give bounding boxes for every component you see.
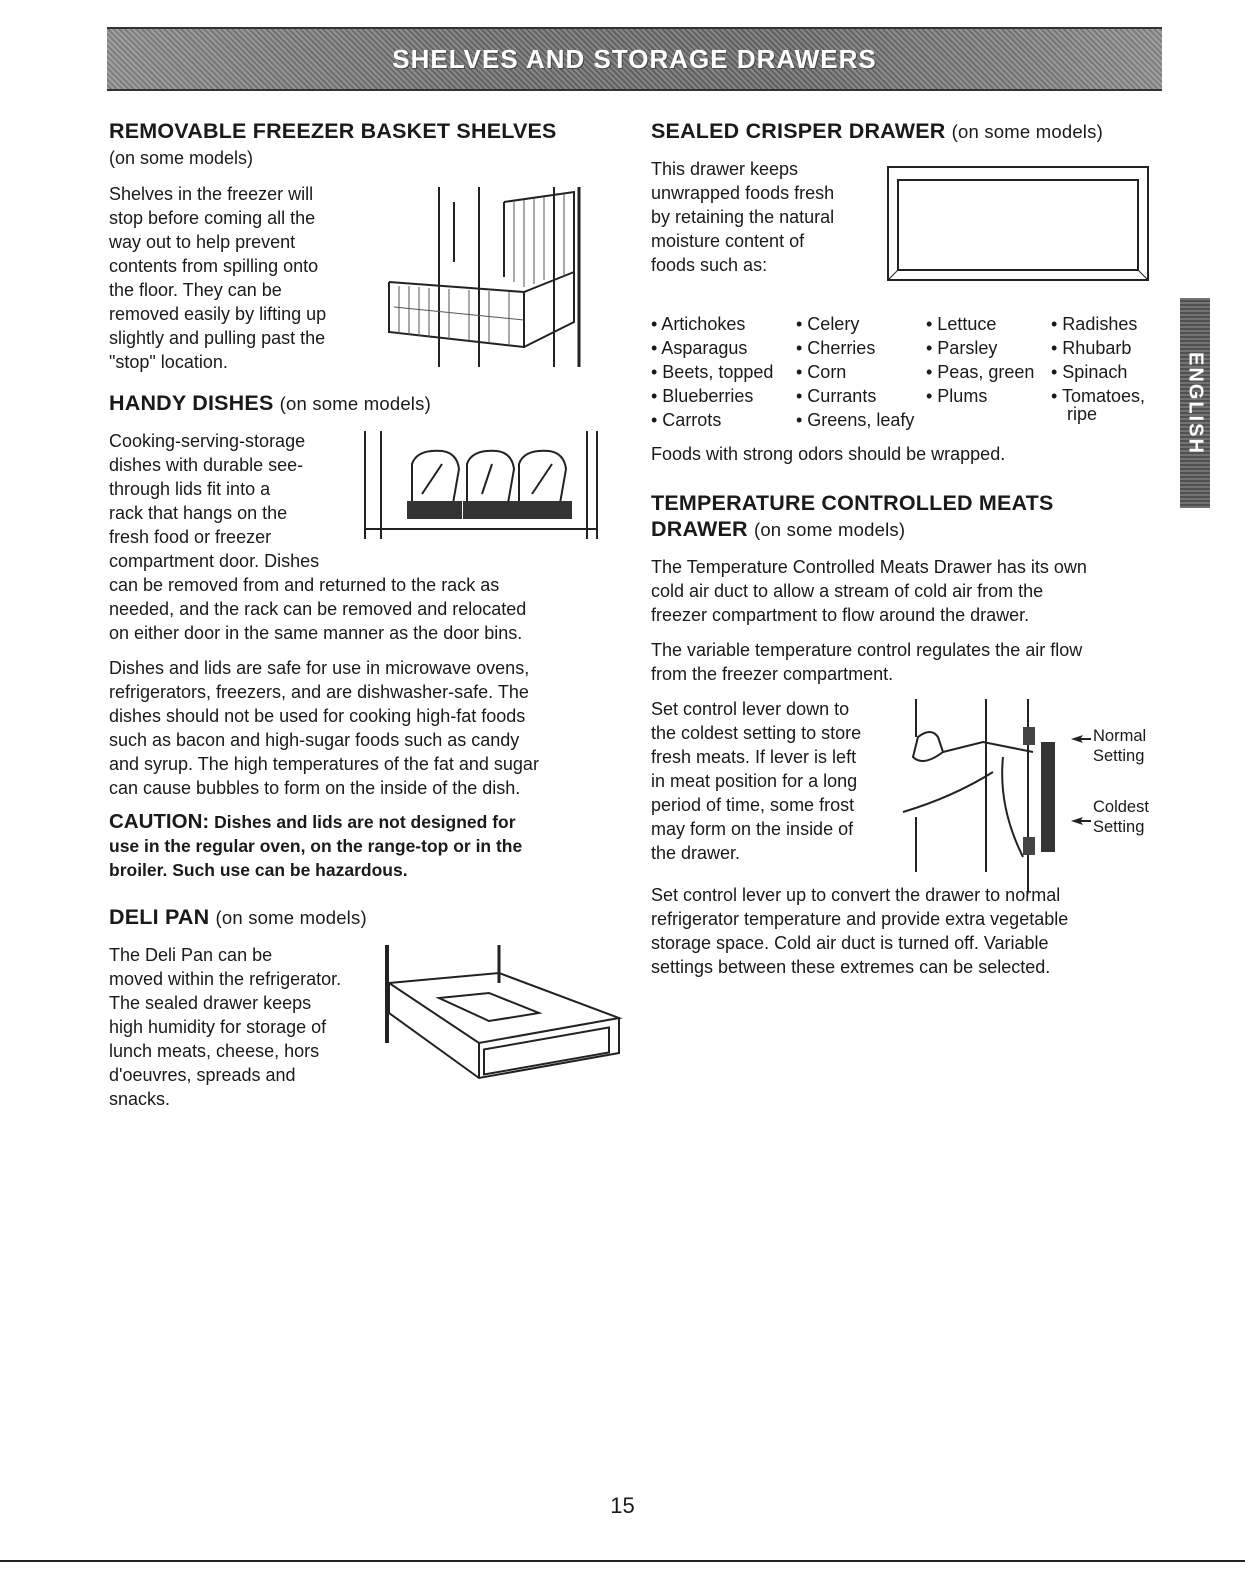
basket-heading: REMOVABLE FREEZER BASKET SHELVES [109,119,557,143]
deli-line: d'oeuvres, spreads and [109,1065,296,1085]
basket-shelf-illustration [384,182,584,372]
food-item: • Spinach [1051,362,1128,382]
crisper-line: foods such as: [651,255,768,275]
meats-line: freezer compartment to flow around the drawer. [651,605,1030,625]
handy-line: through lids fit into a [109,479,271,499]
handy-dishes-illustration [357,429,602,549]
basket-line: way out to help prevent [109,232,296,252]
basket-line: stop before coming all the [109,208,316,228]
meats-heading-line2: DRAWER [651,517,748,541]
meats-para-1 [651,555,1171,627]
handy-line: Dishes and lids are safe for use in microwave ovens, [109,658,530,678]
caution-line: Dishes and lids are not designed for [209,812,516,832]
deli-pan-section [109,904,609,1111]
handy-line: on either door in the same manner as the door bins. [109,623,523,643]
handy-line: refrigerators, freezers, and are dishwasher-safe. The [109,682,529,702]
deli-line: The sealed drawer keeps [109,993,312,1013]
coldest-label-line: Setting [1093,818,1145,836]
normal-label-line: Setting [1093,747,1145,765]
crisper-section [651,118,1171,466]
handy-line: and syrup. The high temperatures of the fat and sugar [109,754,539,774]
meats-line: Set control lever up to convert the drawer to normal [651,885,1061,905]
handy-line: such as bacon and high-sugar foods such as candy [109,730,520,750]
deli-line: moved within the refrigerator. [109,969,342,989]
basket-line: Shelves in the freezer will [109,184,314,204]
handy-line: Cooking-serving-storage [109,431,306,451]
food-item: • Beets, topped [651,362,774,382]
page-number: 15 [610,1493,635,1518]
caution-notice [109,810,609,882]
crisper-heading-note: (on some models) [951,121,1103,142]
food-item: • Celery [796,314,860,334]
lever-line: fresh meats. If lever is left [651,747,857,767]
food-item: • Plums [926,386,988,406]
meats-heading-note: (on some models) [753,519,906,540]
meats-line: The Temperature Controlled Meats Drawer has its own [651,557,1087,577]
lever-line: the coldest setting to store [651,723,862,743]
handy-line: dishes should not be used for cooking high-fat foods [109,706,526,726]
food-item: • Carrots [651,410,722,430]
caution-label: CAUTION: [109,810,210,833]
crisper-line: by retaining the natural [651,207,835,227]
deli-line: snacks. [109,1089,171,1109]
handy-line: dishes with durable see- [109,455,304,475]
food-item: • Parsley [926,338,998,358]
handy-heading-note: (on some models) [279,393,431,414]
foods-list [651,312,1171,432]
meats-line: storage space. Cold air duct is turned off. Variable [651,933,1049,953]
handy-line: can be removed from and returned to the rack as [109,575,500,595]
handy-heading-text: HANDY DISHES [109,391,274,415]
basket-line: slightly and pulling past the [109,328,326,348]
deli-line: high humidity for storage of [109,1017,327,1037]
caution-line: use in the regular oven, on the range-top or in the [109,836,523,856]
odor-note: Foods with strong odors should be wrapped. [651,444,1006,464]
normal-setting-label [1093,726,1146,766]
crisper-line: moisture content of [651,231,805,251]
temperature-lever-illustration [883,697,1063,892]
food-item: ripe [1067,404,1098,424]
handy-line: needed, and the rack can be removed and relocated [109,599,527,619]
handy-line: rack that hangs on the [109,503,288,523]
crisper-line: unwrapped foods fresh [651,183,835,203]
meats-drawer-section [651,490,1171,979]
handy-paragraph-2 [109,656,609,800]
basket-line: removed easily by lifting up [109,304,327,324]
food-item: • Artichokes [651,314,746,334]
deli-pan-illustration [379,943,624,1093]
food-item [926,408,1051,432]
lever-line: period of time, some frost [651,795,855,815]
lever-line: in meat position for a long [651,771,858,791]
basket-line: "stop" location. [109,352,228,372]
footer-rule [0,1560,1245,1562]
deli-pan-heading [109,904,609,931]
handy-line: can cause bubbles to form on the inside of the dish. [109,778,521,798]
language-side-tab [1180,298,1210,508]
banner-title: SHELVES AND STORAGE DRAWERS [392,43,877,74]
normal-arrow-icon [1071,735,1091,743]
meats-line: cold air duct to allow a stream of cold air from the [651,581,1044,601]
food-item: • Asparagus [651,338,748,358]
lever-line: the drawer. [651,843,741,863]
freezer-basket-section [109,118,609,372]
food-item: • Currants [796,386,877,406]
crisper-line: This drawer keeps [651,159,799,179]
crisper-heading-text: SEALED CRISPER DRAWER [651,119,946,143]
meats-para-3 [651,883,1171,979]
setting-arrows [1069,735,1091,825]
meats-para-2 [651,638,1171,686]
food-item: • Lettuce [926,314,997,334]
deli-line: The Deli Pan can be [109,945,273,965]
section-banner [107,27,1162,91]
crisper-heading [651,118,1171,145]
meats-heading-line1: TEMPERATURE CONTROLLED MEATS [651,491,1054,515]
deli-heading-text: DELI PAN [109,905,210,929]
handy-line: fresh food or freezer [109,527,272,547]
food-item: • Greens, leafy [796,410,915,430]
handy-line: compartment door. Dishes [109,551,320,571]
coldest-label-line: Coldest [1093,798,1149,816]
basket-line: contents from spilling onto [109,256,319,276]
left-column [109,118,609,1111]
handy-text-full [109,573,609,645]
crisper-drawer-illustration [883,162,1153,287]
caution-line: broiler. Such use can be hazardous. [109,860,408,880]
deli-line: lunch meats, cheese, hors [109,1041,320,1061]
food-item: • Cherries [796,338,876,358]
meats-line: from the freezer compartment. [651,664,894,684]
food-item: • Peas, green [926,362,1035,382]
coldest-setting-label [1093,797,1149,837]
deli-heading-note: (on some models) [215,907,367,928]
basket-note: (on some models) [109,148,254,168]
food-item: • Radishes [1051,314,1138,334]
coldest-arrow-icon [1071,817,1091,825]
meats-line: refrigerator temperature and provide extra vegetable [651,909,1069,929]
food-item: • Corn [796,362,847,382]
food-item: • Blueberries [651,386,754,406]
normal-label-line: Normal [1093,727,1147,745]
basket-line: the floor. They can be [109,280,282,300]
side-tab-label: ENGLISH [1184,351,1207,455]
meats-line: The variable temperature control regulates the air flow [651,640,1083,660]
right-column [651,118,1171,979]
lever-line: Set control lever down to [651,699,850,719]
food-item: • Rhubarb [1051,338,1132,358]
handy-dishes-heading [109,390,609,417]
lever-line: may form on the inside of [651,819,854,839]
food-item: • Tomatoes, [1051,386,1146,406]
handy-dishes-section [109,390,609,882]
meats-line: settings between these extremes can be selected. [651,957,1051,977]
meats-heading [651,490,1171,543]
